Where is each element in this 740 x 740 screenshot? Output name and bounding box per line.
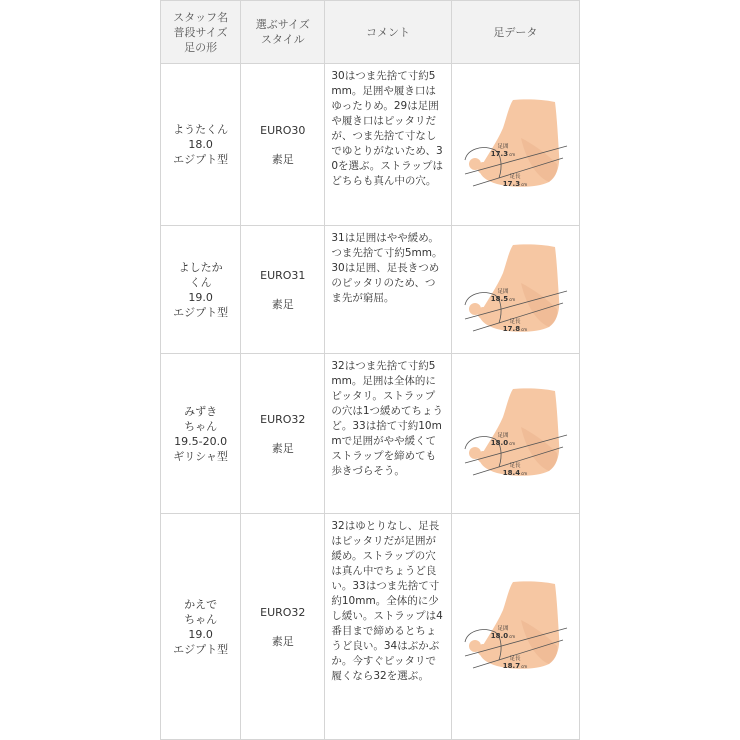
length-value: 18.4cm [503,468,528,477]
length-label: 足長 [509,655,521,662]
girth-label: 足囲 [497,143,509,150]
foot-data-cell [451,64,579,226]
header-size-line: スタイル [260,33,305,46]
foot-data-cell [451,514,579,740]
table-row [161,226,580,354]
staff-cell [161,354,241,514]
girth-value: 18.0cm [491,438,516,447]
style-label: 素足 [271,297,294,311]
size-cell [241,354,325,514]
header-staff [161,1,241,64]
girth-unit: cm [509,440,516,446]
staff-foot-shape: エジプト型 [173,305,229,319]
length-unit: cm [521,326,528,332]
foot-measurement-icon [461,243,569,337]
foot-data-cell [451,226,579,354]
staff-foot-shape: ギリシャ型 [173,449,228,463]
staff-usual-size: 19.0 [188,290,213,304]
length-label: 足長 [509,173,521,180]
staff-usual-size: 19.0 [188,627,213,641]
length-unit: cm [521,181,528,187]
table-row [161,354,580,514]
girth-label: 足囲 [497,288,509,295]
length-value: 18.7cm [503,661,528,670]
length-unit: cm [521,663,528,669]
foot-data-cell [451,354,579,514]
header-staff-line: 普段サイズ [173,25,228,39]
style-label: 素足 [271,152,294,166]
staff-usual-size: 19.5-20.0 [174,434,228,448]
staff-name: ようたくん [173,123,229,136]
girth-value: 18.5cm [491,294,516,303]
length-value: 17.3cm [503,179,528,188]
size-cell [241,226,325,354]
size-comparison-table [160,0,580,740]
staff-name: よしたか [178,260,223,274]
comment-cell: 30はつま先捨て寸約5mm。足囲や履き口はゆったりめ。29は足囲や履き口はピッタリだが、つま先捨て寸なしでゆとりがないため、30を選ぶ。ストラップはどちらも真ん中の穴。 [325,64,451,226]
header-staff-line: スタッフ名 [173,10,229,24]
length-label: 足長 [509,462,521,469]
girth-unit: cm [509,633,516,639]
staff-name: かえで [184,597,218,611]
girth-value: 17.3cm [491,149,516,158]
length-label: 足長 [509,318,521,325]
girth-unit: cm [509,151,516,157]
foot-measurement-icon [461,580,569,674]
chosen-size: EURO30 [260,123,306,137]
staff-name-suffix: くん [189,275,212,289]
length-value: 17.8cm [503,324,528,333]
staff-foot-shape: エジプト型 [173,153,229,166]
table-row [161,64,580,226]
size-cell [241,64,325,226]
staff-usual-size: 18.0 [188,138,213,151]
staff-cell [161,226,241,354]
comment-cell: 31は足囲はやや緩め。つま先捨て寸約5mm。30は足囲、足長きつめのピッタリのため、つま先が窮屈。 [325,226,451,354]
foot-measurement-icon [461,98,569,192]
style-label: 素足 [271,441,294,455]
girth-label: 足囲 [497,625,509,632]
staff-name: みずき [184,404,218,418]
foot-measurement-icon [461,387,569,481]
comment-cell: 32はつま先捨て寸約5mm。足囲は全体的にピッタリ。ストラップの穴は1つ緩めてちょうど。33は捨て寸約10mmで足囲がやや緩くてストラップを締めても歩きづらそう。 [325,354,451,514]
staff-name-suffix: ちゃん [184,419,218,433]
header-staff-line: 足の形 [184,40,218,54]
girth-value: 18.0cm [491,631,516,640]
girth-unit: cm [509,296,516,302]
staff-name-suffix: ちゃん [184,612,218,626]
table-row [161,514,580,740]
table-header-row [161,1,580,64]
girth-label: 足囲 [497,432,509,439]
chosen-size: EURO31 [260,268,306,282]
size-cell [241,514,325,740]
chosen-size: EURO32 [260,412,306,426]
comment-cell: 32はゆとりなし、足長はピッタリだが足囲が緩め。ストラップの穴は真ん中でちょうど良い。33はつま先捨て寸約10mm。全体的に少し緩い。ストラップは4番目まで締めるとちょうど良い。34はぶかぶか。今すぐピッタリで履くなら32を選ぶ。 [325,514,451,740]
style-label: 素足 [271,634,294,648]
chosen-size: EURO32 [260,605,306,619]
staff-foot-shape: エジプト型 [173,642,229,656]
header-size-line: 選ぶサイズ [255,18,310,31]
header-size [241,1,325,64]
staff-cell [161,64,241,226]
header-foot-data: 足データ [451,1,579,64]
length-unit: cm [521,470,528,476]
header-comment: コメント [325,1,451,64]
staff-cell [161,514,241,740]
